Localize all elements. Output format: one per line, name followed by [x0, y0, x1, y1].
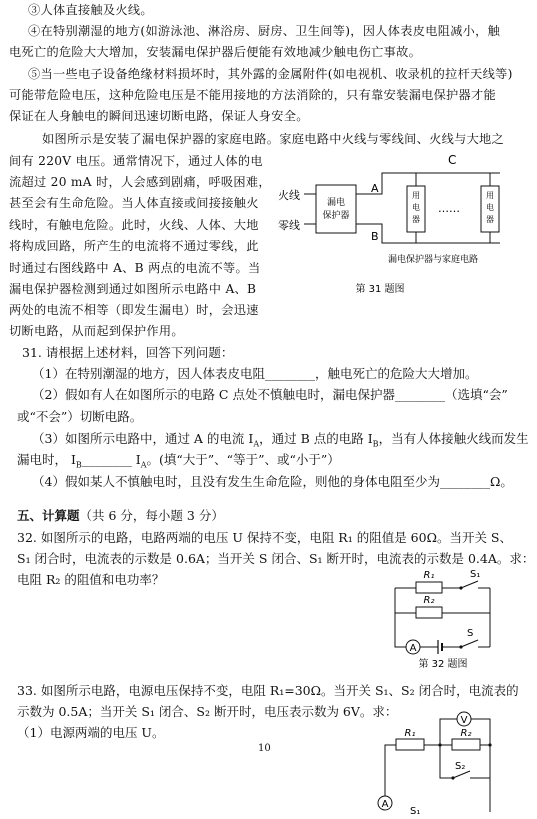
voltmeter-label: V — [460, 715, 468, 726]
appliance-label: 电 — [412, 203, 420, 212]
neutral-wire-label: 零线 — [278, 219, 300, 232]
r1-label: R₁ — [423, 570, 435, 581]
question-part: 或“不会”）切断电路。 — [17, 409, 143, 424]
protector-label: 保护器 — [322, 211, 350, 221]
text-line: 流超过 20 mA 时，人会感到剧痛，呼吸困难， — [9, 175, 271, 189]
s2-label: S₂ — [455, 761, 466, 772]
question-text: 32. 如图所示的电路，电路两端的电压 U 保持不变，电阻 R₁ 的阻值是 60Ω。当开关 S、 — [17, 530, 512, 545]
figure-inner-caption: 漏电保护器与家庭电路 — [387, 255, 479, 265]
question-part: （4）假如某人不慎触电时，且没有发生生命危险，则他的身体电阻至少为________Ω。 — [32, 474, 513, 489]
r2-label: R₂ — [423, 595, 435, 606]
s-label: S — [467, 628, 474, 639]
protector-label: 漏电 — [326, 198, 346, 208]
text-line: 漏电保护器检测到通过如图所示电路中 A、B — [9, 282, 257, 296]
r2-label: R₂ — [460, 728, 472, 739]
point-b-label: B — [371, 230, 379, 243]
ammeter-label: A — [381, 799, 389, 810]
s1-label: S₁ — [410, 806, 421, 817]
text-line: 甚至会有生命危险。当人体直接或间接接触火 — [9, 196, 259, 210]
figure-caption: 第 32 题图 — [418, 659, 468, 670]
s1-label: S₁ — [470, 569, 481, 580]
question-text: 示数为 0.5A；当开关 S₁ 闭合、S₂ 断开时，电压表示数为 6V。求： — [17, 704, 398, 719]
ellipsis: …… — [438, 202, 460, 215]
appliance-label: 电 — [486, 203, 494, 212]
question-text: （1）电源两端的电压 U。 — [17, 725, 165, 740]
point-a-label: A — [371, 182, 379, 195]
text-line: 切断电路，从而起到保护作用。 — [9, 324, 184, 338]
appliance-label: 用 — [486, 191, 494, 200]
question-text: S₁ 闭合时，电流表的示数是 0.6A；当开关 S 闭合、S₁ 断开时，电流表的示数是 0.4A。求： — [17, 551, 535, 566]
live-wire-label: 火线 — [278, 189, 300, 202]
appliance-label: 器 — [412, 215, 420, 224]
text-line: 线时，有触电危险。此时，火线、人体、大地 — [9, 218, 259, 232]
question-text: 33. 如图所示电路，电源电压保持不变，电阻 R₁=30Ω。当开关 S₁、S₂ 闭合时，电流表的 — [17, 683, 519, 698]
text-line: ④在特别潮湿的地方(如游泳池、淋浴房、厨房、卫生间等)，因人体表皮电阻减小，触 — [28, 24, 501, 38]
text-line: 电死亡的危险大大增加，安装漏电保护器后便能有效地减少触电伤亡事故。 — [9, 45, 422, 59]
text-line: ③人体直接触及火线。 — [28, 3, 153, 17]
text-line: 两处的电流不相等（即发生漏电）时，会迅速 — [9, 303, 259, 317]
text-line: 可能带危险电压，这种危险电压是不能用接地的方法消除的，只有靠安装漏电保护器才能 — [9, 88, 497, 102]
question-part: （2）假如有人在如图所示的电路 C 点处不慎触电时，漏电保护器________（选填“会” — [32, 387, 508, 402]
question-stem: 31. 请根据上述材料，回答下列问题： — [22, 345, 234, 360]
text-line: 时通过右图线路中 A、B 两点的电流不等。当 — [9, 261, 261, 275]
resistor-r1 — [396, 739, 424, 750]
text-line: 保证在人身触电的瞬间迅速切断电路，保证人身安全。 — [9, 109, 309, 123]
question-part: （1）在特别潮湿的地方，因人体表皮电阻________，触电死亡的危险大大增加。 — [32, 366, 478, 381]
appliance-label: 用 — [412, 191, 420, 200]
resistor-r2 — [452, 739, 480, 750]
question-part: （3）如图所示电路中，通过 A 的电流 $I_A$，通过 B 点的电路 $I_B$，当有人体接触火线而发生 — [32, 431, 529, 449]
appliance-label: 器 — [486, 215, 494, 224]
point-c-label: C — [448, 153, 457, 167]
ammeter-label: A — [409, 643, 417, 654]
text-line: ⑤当一些电子设备绝缘材料损坏时，其外露的金属附件(如电视机、收录机的拉杆天线等) — [28, 67, 513, 81]
question-text: 电阻 R₂ 的阻值和电功率？ — [17, 572, 165, 587]
text-line: 如图所示是安装了漏电保护器的家庭电路。家庭电路中火线与零线间、火线与大地之 — [42, 132, 505, 146]
text-line: 将构成回路，所产生的电流将不通过零线，此 — [9, 239, 259, 253]
figure-caption: 第 31 题图 — [355, 284, 405, 295]
r1-label: R₁ — [404, 728, 416, 739]
text-line: 间有 220V 电压。通常情况下，通过人体的电 — [9, 154, 263, 168]
section-heading: 五、计算题（共 6 分，每小题 3 分） — [17, 508, 224, 523]
question-part: 漏电时， $I_B\_\_\_\_\_\_\_\_$ $I_A$。(填“大于”、“等于”、或“小于”） — [17, 452, 340, 470]
page-number: 10 — [258, 743, 271, 754]
